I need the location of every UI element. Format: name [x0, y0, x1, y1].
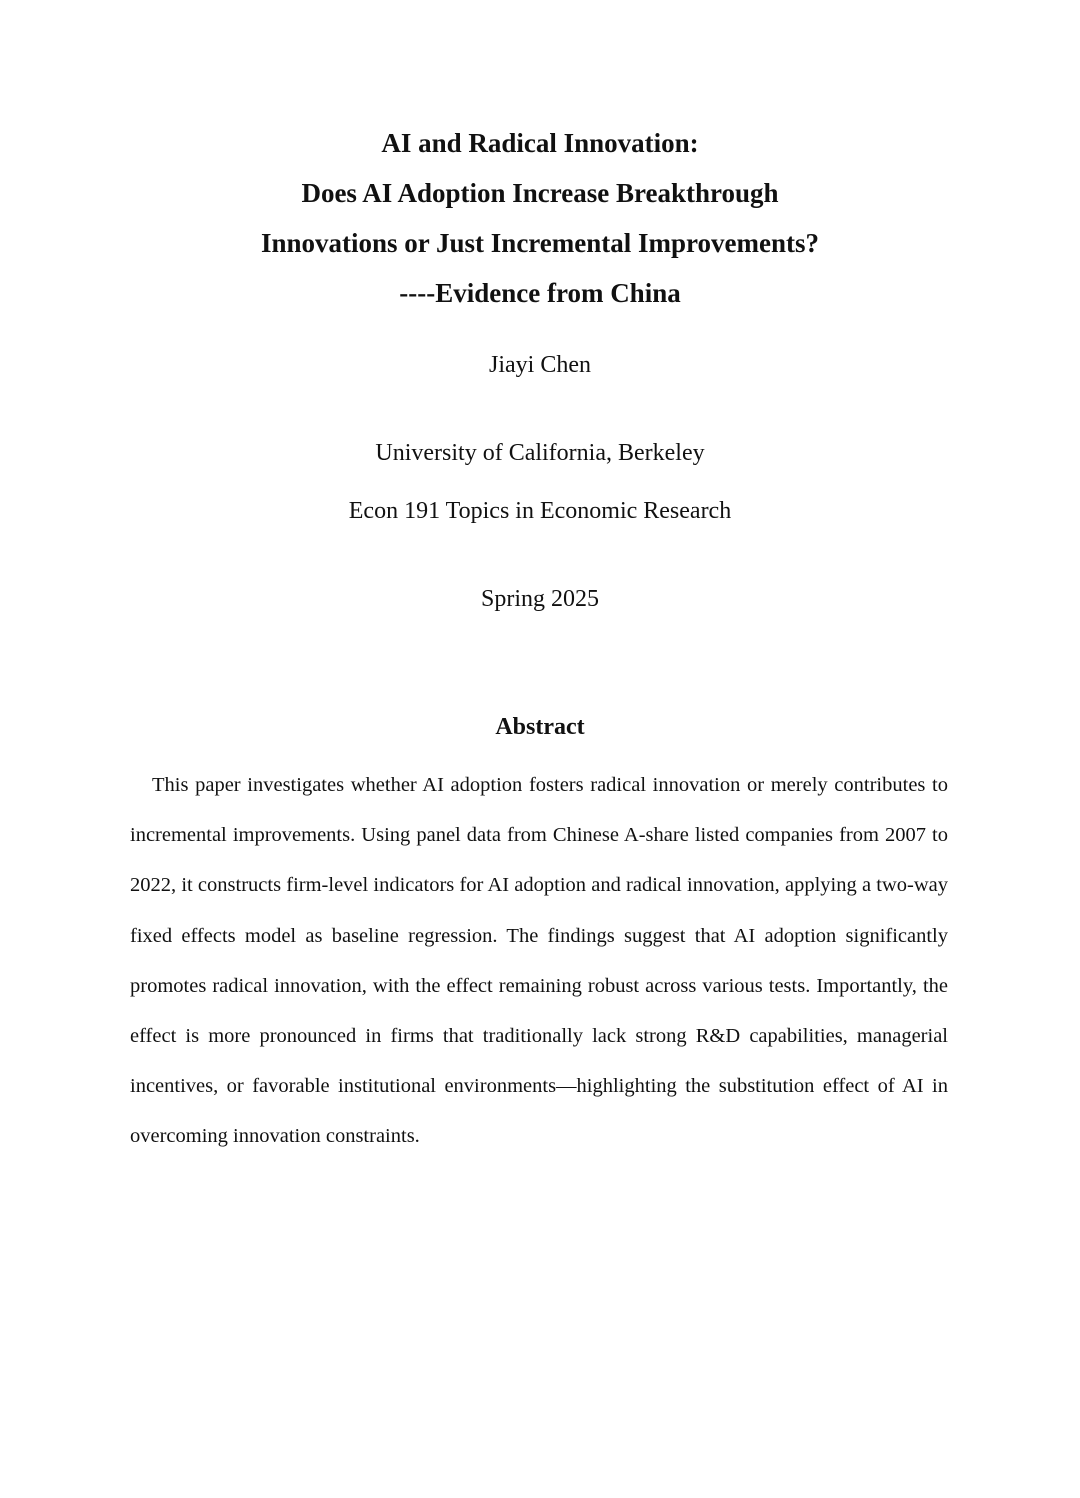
affiliation: University of California, Berkeley — [375, 440, 705, 466]
title-line-2: Does AI Adoption Increase Breakthrough — [301, 178, 779, 208]
title-line-1: AI and Radical Innovation: — [381, 128, 699, 158]
paper-date: Spring 2025 — [480, 586, 599, 612]
abstract-heading: Abstract — [495, 714, 585, 740]
author-name: Jiayi Chen — [489, 352, 591, 378]
course-name: Econ 191 Topics in Economic Research — [348, 498, 732, 524]
title-line-4: ----Evidence from China — [399, 278, 681, 308]
title-line-3: Innovations or Just Incremental Improvements? — [260, 228, 820, 258]
abstract-body: This paper investigates whether AI adoption fosters radical innovation or merely contributes to incremental improvements. Using panel data from Chinese A-share listed companies from 2007 to 2022, it constructs firm-level indicators for AI adoption and radical innovation, applying a two-way fixed effects model as baseline regression. The findings suggest that AI adoption significantly promotes radical innovation, with the effect remaining robust across various tests. Importantly, the effect is more pronounced in firms that traditionally lack strong R&D capabilities, managerial incentives, or favorable institutional environments—highlighting the substitution effect of AI in overcoming innovation constraints. — [130, 774, 948, 1148]
paper-title — [0, 118, 1080, 318]
